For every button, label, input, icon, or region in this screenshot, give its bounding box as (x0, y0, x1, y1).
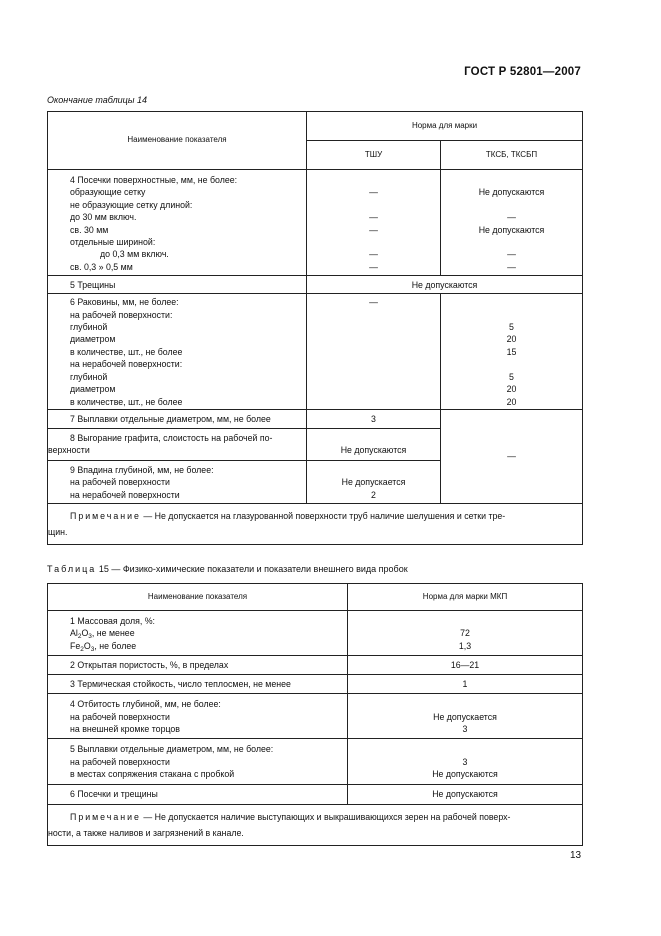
t14-r4-tksb: Не допускаются (478, 224, 545, 235)
t14-r5-label: 5 Трещины (48, 276, 307, 294)
t14-r4-tshu: — (369, 224, 378, 235)
t14-r8-line: 8 Выгорание графита, слоистость на рабочей по- (70, 432, 273, 443)
table-row (48, 409, 583, 428)
t14-header-tshu: ТШУ (307, 141, 441, 170)
t14-r6-tksb (441, 296, 582, 308)
t14-r4-tksb: Не допускаются (478, 187, 545, 198)
t14-note-text: щин. (48, 526, 68, 537)
t14-r4-line: до 30 мм включ. (70, 212, 137, 223)
table-row (48, 656, 583, 675)
t15-r4-value: Не допускается (433, 711, 497, 722)
t14-r6-line: диаметром (70, 384, 116, 395)
t14-note-text: — Не допускается на глазурованной поверхности труб наличие шелушения и сетки тре- (143, 510, 506, 521)
t15-note-text: — Не допускается наличие выступающих и выкрашивающихся зерен на рабочей поверх- (143, 811, 511, 822)
t14-r4-tksb: — (507, 212, 516, 223)
t14-r8-line: верхности (48, 445, 90, 456)
t14-r6-tksb: 20 (506, 396, 517, 407)
t14-r4-line: не образующие сетку длиной: (70, 199, 193, 210)
t14-r6-tksb (441, 358, 582, 370)
t15-fe-text: Fe (70, 640, 81, 651)
t15-r5-line: на рабочей поверхности (70, 756, 170, 767)
t14-r4-line: до 0,3 мм включ. (100, 249, 169, 260)
t14-r4-tksb (441, 199, 582, 211)
t14-r4-line: 4 Посечки поверхностные, мм, не более: (70, 175, 238, 185)
t15-r4-line: на внешней кромке торцов (70, 724, 180, 735)
t15-r1-line: $Fe_2O_3$, не более (70, 640, 137, 653)
table-15-caption (47, 564, 408, 574)
t15-note-text: ности, а также наливов и загрязнений в канале. (48, 827, 244, 838)
t14-r7-tshu: 3 (307, 409, 441, 428)
t14-r9-line: 9 Впадина глубиной, мм, не более: (70, 464, 214, 475)
t14-r6-line: 6 Раковины, мм, не более: (70, 297, 179, 308)
t14-header-norm: Норма для марки (307, 112, 583, 141)
t14-r6-line: в количестве, шт., не более (70, 396, 183, 407)
t14-r7-9-tksb: — (441, 409, 583, 503)
table-row (48, 276, 583, 294)
t15-r6-label: 6 Посечки и трещины (48, 784, 348, 804)
t15-r1-value: 72 (460, 628, 470, 639)
t14-r4-tksb (441, 174, 582, 186)
t14-r9-line: на рабочей поверхности (70, 477, 170, 488)
t14-r6-line: глубиной (70, 371, 108, 382)
t14-r9-tshu: Не допускается (341, 477, 406, 488)
table-15 (47, 583, 583, 846)
t15-r4-value: 3 (462, 724, 468, 735)
t15-r2-label: 2 Открытая пористость, %, в пределах (48, 656, 348, 675)
t14-r6-line: глубиной (70, 322, 108, 333)
t14-r4-line: св. 0,3 » 0,5 мм (70, 261, 133, 272)
t14-r7-label: 7 Выплавки отдельные диаметром, мм, не более (48, 409, 307, 428)
t14-r6-line: в количестве, шт., не более (70, 346, 183, 357)
t14-r4-tshu: — (369, 261, 378, 272)
t15-r4-value (348, 698, 582, 710)
t14-r9-line: на нерабочей поверхности (70, 489, 180, 500)
t15-al-text: Al (70, 628, 78, 639)
t15-fe-sub2: 3 (90, 645, 95, 653)
table-note (48, 503, 583, 544)
t14-r4-tshu (307, 236, 440, 248)
table-row (48, 675, 583, 694)
t14-r6-tksb: 20 (506, 384, 517, 395)
t14-r6-tksb: 15 (506, 346, 517, 357)
t14-r4-line: св. 30 мм (70, 224, 109, 235)
table-14 (47, 111, 583, 545)
t14-header-tksb: ТКСБ, ТКСБП (441, 141, 583, 170)
t14-r6-tshu: — (369, 297, 378, 308)
t15-r5-line: в местах сопряжения стакана с пробкой (70, 769, 235, 780)
t15-caption-text: 15 — Физико-химические показатели и показатели внешнего вида пробок (98, 564, 408, 574)
t14-r6-tksb (441, 309, 582, 321)
table-row (48, 294, 583, 410)
t15-r2-value: 16—21 (348, 656, 583, 675)
t14-header-name: Наименование показателя (48, 112, 307, 170)
table-note (48, 804, 583, 845)
t15-al-sub1: 2 (77, 633, 82, 640)
t14-r6-line: на рабочей поверхности: (70, 309, 173, 320)
table-row (48, 739, 583, 784)
t14-r5-value: Не допускаются (307, 276, 583, 294)
t14-r9-tshu (307, 464, 440, 476)
t14-r4-tshu: — (369, 249, 378, 260)
document-code: ГОСТ Р 52801—2007 (464, 66, 581, 78)
t14-r6-line: диаметром (70, 334, 116, 345)
t15-r4-line: на рабочей поверхности (70, 711, 170, 722)
t15-r6-value: Не допускаются (348, 784, 583, 804)
t15-header-name: Наименование показателя (48, 584, 348, 611)
t14-note-label: Примечание (70, 510, 141, 521)
table-row (48, 170, 583, 276)
table-row (48, 784, 583, 804)
t15-fe-tail: , не более (94, 640, 137, 651)
t15-r3-label: 3 Термическая стойкость, число теплосмен, не менее (48, 675, 348, 694)
t15-header-norm: Норма для марки МКП (348, 584, 583, 611)
t15-fe-sub1: 2 (80, 645, 84, 653)
t14-r6-tksb: 20 (506, 334, 517, 345)
t14-r4-tshu: — (369, 187, 378, 198)
t14-r4-tksb: — (507, 249, 516, 260)
table-row (48, 611, 583, 656)
t14-r8-tshu: Не допускаются (340, 445, 407, 456)
t15-r4-line: 4 Отбитость глубиной, мм, не более: (70, 699, 221, 710)
t14-r6-tksb: 5 (509, 371, 514, 382)
page-number: 13 (570, 850, 582, 861)
t15-r1-value (348, 615, 582, 627)
table-14-caption: Окончание таблицы 14 (47, 95, 147, 105)
table-row (48, 694, 583, 739)
t14-r4-tshu (307, 174, 440, 186)
t15-r5-value: Не допускаются (432, 769, 498, 780)
t14-r4-tshu (307, 199, 440, 211)
t14-r4-line: отдельные шириной: (70, 237, 156, 248)
t15-al-tail: , не менее (91, 628, 135, 639)
t15-r5-line: 5 Выплавки отдельные диаметром, мм, не более: (70, 744, 274, 755)
t14-r4-tshu: — (369, 212, 378, 223)
t15-r1-value: 1,3 (458, 640, 472, 651)
t15-r1-line: 1 Массовая доля, %: (70, 616, 156, 626)
t14-r4-line: образующие сетку (70, 187, 146, 198)
t14-r6-tksb: 5 (509, 322, 514, 333)
t15-caption-label: Таблица (47, 564, 97, 574)
t15-al-sub2: 3 (88, 633, 92, 640)
t14-r4-tksb (441, 236, 582, 248)
t15-r1-line: $Al_2O_3$, не менее (70, 628, 135, 640)
t14-r9-tshu: 2 (371, 489, 376, 500)
t15-r3-value: 1 (348, 675, 583, 694)
t14-r4-tksb: — (507, 261, 516, 272)
t15-r5-value: 3 (462, 756, 468, 767)
t15-note-label: Примечание (70, 811, 141, 822)
t14-r6-line: на нерабочей поверхности: (70, 359, 183, 370)
t15-r5-value (348, 743, 582, 755)
